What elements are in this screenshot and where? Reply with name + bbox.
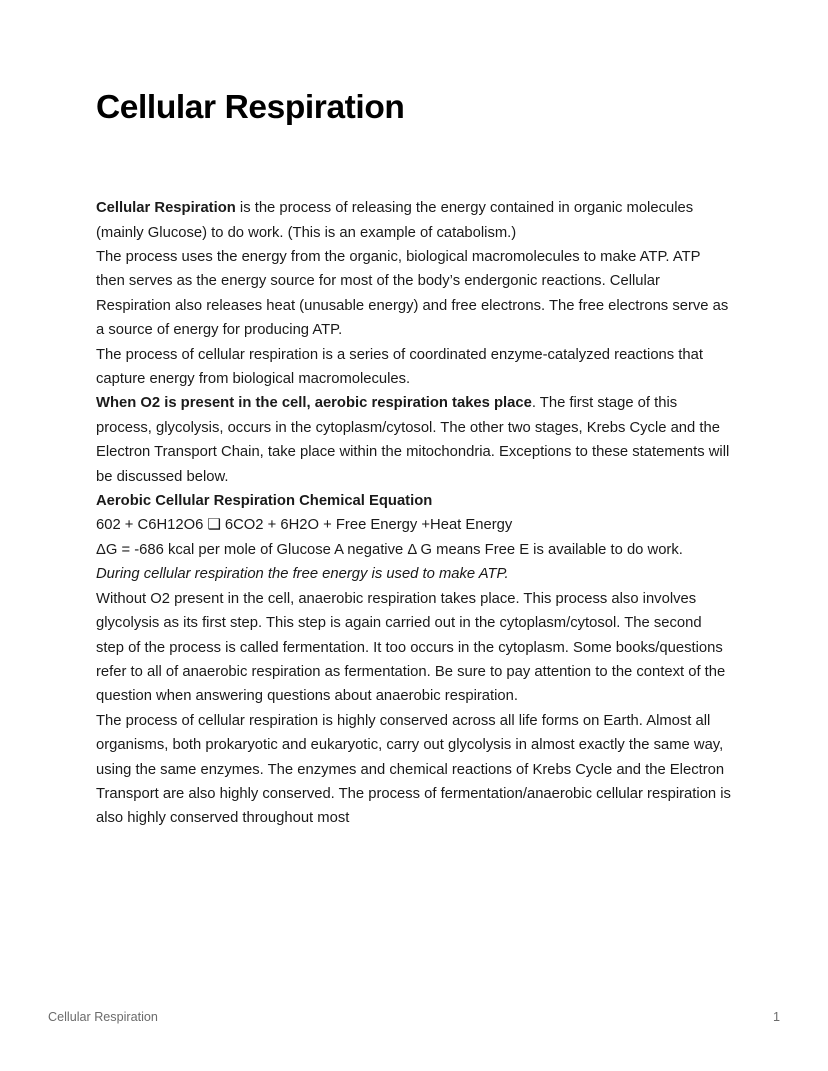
intro-lead-rest: is the process of releasing the energy contained in organic molecules (mainly Glucose) to do work. (This is an example of catabolism.) bbox=[96, 200, 694, 241]
document-content bbox=[96, 88, 732, 831]
paragraph-aerobic bbox=[96, 391, 732, 489]
page-title: Cellular Respiration bbox=[96, 89, 405, 126]
aerobic-lead-rest: . The first stage of this process, glycolysis, occurs in the cytoplasm/cytosol. The other two stages, Krebs Cycle and the Electron Transport Chain, take place within the mitochondria. Exceptions to these statements will be discussed below. bbox=[96, 395, 730, 485]
chemical-equation-line: 602 + C6H12O6 ❑ 6CO2 + 6H2O + Free Energy +Heat Energy bbox=[96, 517, 513, 534]
paragraph-process-uses: The process uses the energy from the organic, biological macromolecules to make ATP. ATP then serves as the energy source for most of the body’s endergonic reactions. Cellular Respiration also releases heat (unusable energy) and free electrons. The free electrons serve as a source of energy for producing ATP. bbox=[96, 249, 729, 339]
page-footer bbox=[48, 1010, 780, 1024]
footer-document-label: Cellular Respiration bbox=[48, 1010, 158, 1024]
paragraph-conserved: The process of cellular respiration is highly conserved across all life forms on Earth. Almost all organisms, both prokaryotic and eukaryotic, carry out glycolysis in almost exactly the same way, using the same enzymes. The enzymes and chemical reactions of Krebs Cycle and the Electron Transport are also highly conserved. The process of fermentation/anaerobic cellular respiration is also highly conserved throughout most bbox=[96, 712, 731, 827]
delta-g-line: ΔG = -686 kcal per mole of Glucose A negative Δ G means Free E is available to do work. bbox=[96, 541, 683, 558]
heading-chemical-equation: Aerobic Cellular Respiration Chemical Equation bbox=[96, 493, 433, 510]
footer-page-number: 1 bbox=[772, 1010, 780, 1024]
aerobic-lead-bold: When O2 is present in the cell, aerobic respiration takes place bbox=[96, 395, 532, 412]
italic-note: During cellular respiration the free energy is used to make ATP. bbox=[96, 566, 509, 583]
title-spacer bbox=[96, 128, 732, 196]
paragraph-anaerobic: Without O2 present in the cell, anaerobic respiration takes place. This process also involves glycolysis as its first step. This step is again carried out in the cytoplasm/cytosol. The second step of the process is called fermentation. It too occurs in the cytoplasm. Some books/questions refer to all of anaerobic respiration as fermentation. Be sure to pay attention to the context of the question when answering questions about anaerobic respiration. bbox=[96, 590, 726, 705]
paragraph-intro bbox=[96, 196, 732, 245]
paragraph-coordinated-reactions: The process of cellular respiration is a series of coordinated enzyme-catalyzed reactions that capture energy from biological macromolecules. bbox=[96, 346, 703, 388]
intro-lead-bold: Cellular Respiration bbox=[96, 200, 236, 217]
